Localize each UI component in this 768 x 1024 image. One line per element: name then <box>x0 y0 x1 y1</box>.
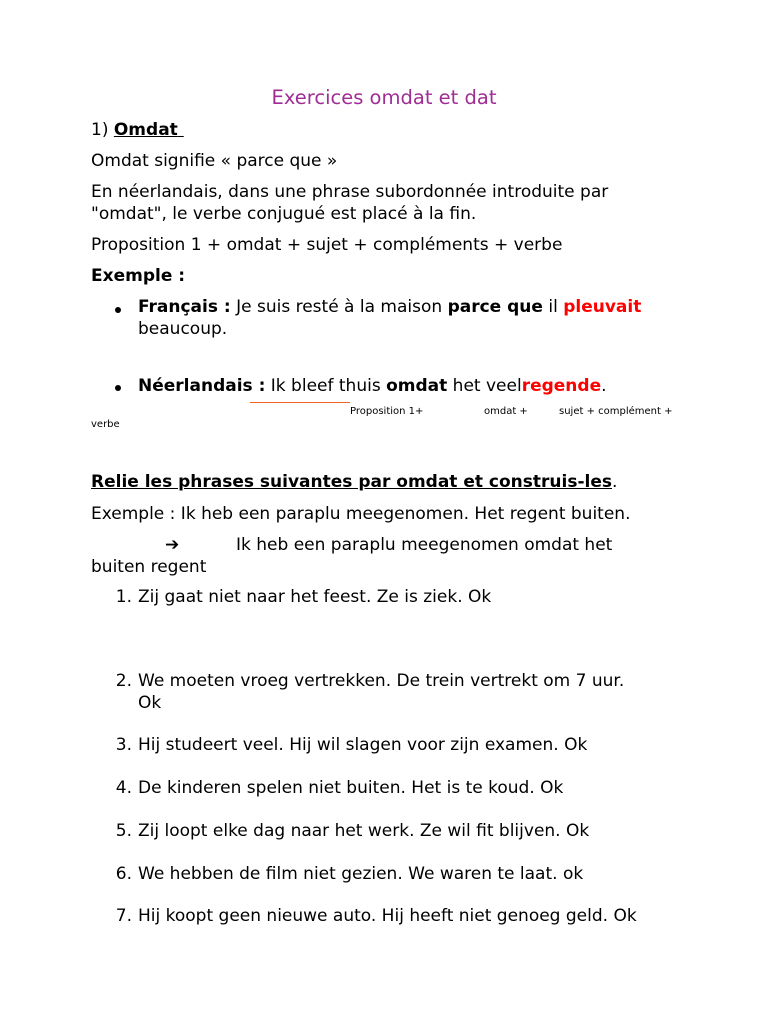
example-answer-line-2: buiten regent <box>91 557 207 577</box>
french-connector: parce que <box>447 297 543 317</box>
instruction-text: Relie les phrases suivantes par omdat et construis-les <box>91 472 612 492</box>
exercise-item-continued: Ok <box>138 693 162 713</box>
exercise-item: De kinderen spelen niet buiten. Het is te koud. Ok <box>138 778 564 798</box>
section-heading <box>91 119 184 141</box>
example-dutch <box>138 375 607 397</box>
document-title: Exercices omdat et dat <box>271 86 497 109</box>
exercise-item: Zij loopt elke dag naar het werk. Ze wil fit blijven. Ok <box>138 821 590 841</box>
dutch-end: . <box>601 376 607 396</box>
example-answer-line-1: Ik heb een paraplu meegenomen omdat het <box>236 535 613 555</box>
dutch-text-a: Ik bleef thuis <box>270 376 381 396</box>
dutch-text-b: het veel <box>452 376 522 396</box>
annotation-rest: sujet + complément + <box>559 406 673 417</box>
example-label: Exemple : <box>91 266 186 286</box>
annotation-omdat: omdat + <box>484 406 528 417</box>
exercise-item: Hij studeert veel. Hij wil slagen voor zijn examen. Ok <box>138 735 588 755</box>
french-verb: pleuvait <box>563 297 642 317</box>
instruction-end: . <box>612 472 618 492</box>
item-number: 4. <box>115 778 132 798</box>
annotation-underline <box>250 402 350 403</box>
exercise-item: Zij gaat niet naar het feest. Ze is ziek. Ok <box>138 587 492 607</box>
arrow-right-icon: ➔ <box>165 535 180 555</box>
french-text-b: il <box>548 297 558 317</box>
item-number: 5. <box>115 821 132 841</box>
dutch-connector: omdat <box>386 376 448 396</box>
formula-text: Proposition 1 + omdat + sujet + compléments + verbe <box>91 235 563 255</box>
french-label: Français : <box>138 297 231 317</box>
rule-line-2: "omdat", le verbe conjugué est placé à la fin. <box>91 204 477 224</box>
dutch-label: Néerlandais : <box>138 376 266 396</box>
exercise-item: We hebben de film niet gezien. We waren te laat. ok <box>138 864 584 884</box>
french-text-a: Je suis resté à la maison <box>236 297 443 317</box>
item-number: 7. <box>115 906 132 926</box>
example-french <box>138 296 641 318</box>
exercise-example: Exemple : Ik heb een paraplu meegenomen. Het regent buiten. <box>91 504 631 524</box>
item-number: 2. <box>115 671 132 691</box>
meaning-text: Omdat signifie « parce que » <box>91 151 338 171</box>
dutch-verb: regende <box>521 376 602 396</box>
exercise-item: We moeten vroeg vertrekken. De trein vertrekt om 7 uur. <box>138 671 625 691</box>
item-number: 3. <box>115 735 132 755</box>
bullet-icon <box>115 385 121 391</box>
annotation-proposition: Proposition 1+ <box>350 406 424 417</box>
exercise-item: Hij koopt geen nieuwe auto. Hij heeft niet genoeg geld. Ok <box>138 906 637 926</box>
item-number: 1. <box>115 587 132 607</box>
rule-line-1: En néerlandais, dans une phrase subordonnée introduite par <box>91 182 609 202</box>
exercise-instruction <box>91 471 617 493</box>
french-line-2: beaucoup. <box>138 319 228 339</box>
item-number: 6. <box>115 864 132 884</box>
section-title: Omdat <box>113 120 178 140</box>
bullet-icon <box>115 307 121 313</box>
annotation-verbe: verbe <box>91 419 120 430</box>
section-number: 1) <box>91 120 109 140</box>
